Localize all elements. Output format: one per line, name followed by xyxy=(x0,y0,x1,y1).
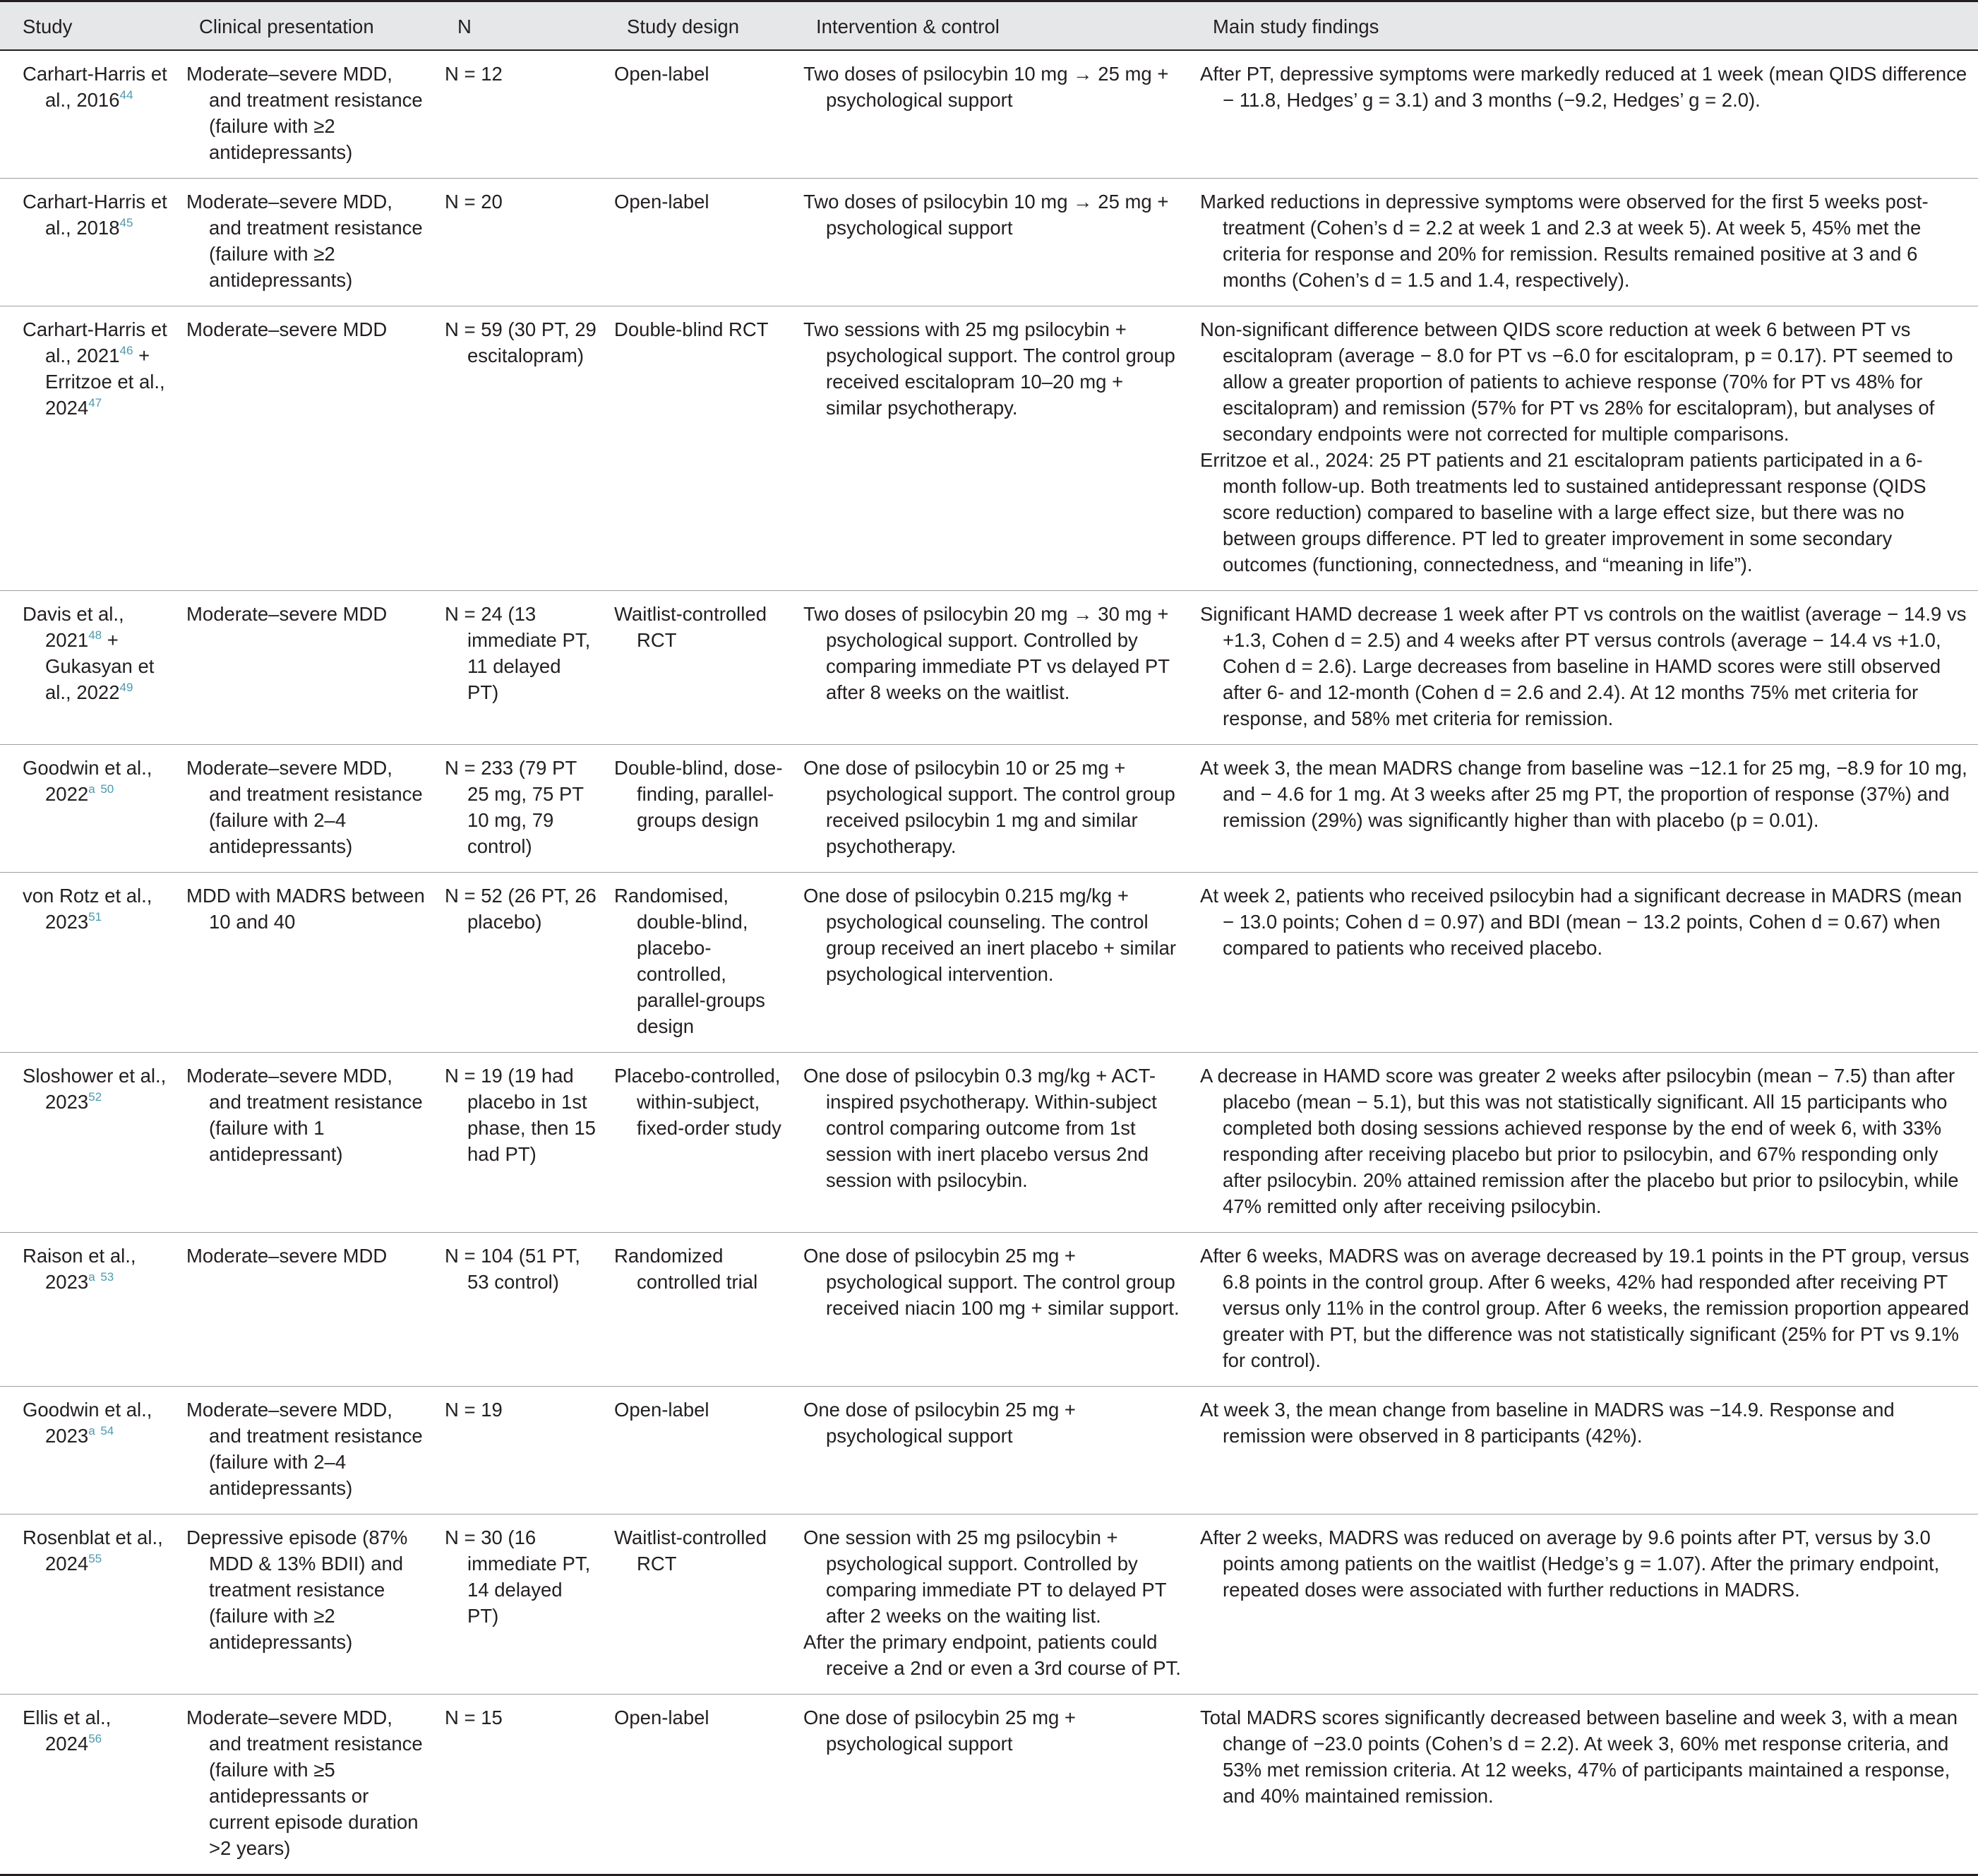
study-citation xyxy=(23,883,169,935)
findings-paragraph: Non-significant difference between QIDS score reduction at week 6 between PT vs escitalopram (average − 8.0 for PT vs −6.0 for escitalopram, p = 0.17). PT seemed to allow a greater proportion of patients to achieve response (70% for PT vs 48% for escitalopram) and remission (57% for PT vs 28% for escitalopram), but analyses of secondary endpoints were not corrected for multiple comparisons. xyxy=(1200,318,1953,445)
study-citation xyxy=(23,316,169,421)
reference-number: 45 xyxy=(119,215,133,229)
sample-size-cell xyxy=(435,1694,604,1875)
intervention-cell xyxy=(793,1514,1190,1694)
sample-size-text: N = 59 (30 PT, 29 escitalopram) xyxy=(445,318,597,366)
study-citation xyxy=(23,601,169,705)
reference-number: 54 xyxy=(100,1423,114,1438)
findings-paragraph: After 6 weeks, MADRS was on average decreased by 19.1 points in the PT group, versus 6.8 points in the control group. After 6 weeks, 42% had responded after receiving PT versus only 11% in the control group. After 6 weeks, the remission proportion appeared greater with PT, but the difference was not statistically significant (25% for PT vs 9.1% for control). xyxy=(1200,1244,1970,1371)
study-design-cell xyxy=(604,178,793,306)
findings-paragraph: After 2 weeks, MADRS was reduced on average by 9.6 points after PT, versus by 3.0 points among patients on the waitlist (Hedge’s g = 1.07). After the primary endpoint, repeated doses were associated with further reductions in MADRS. xyxy=(1200,1526,1940,1601)
sample-size-text: N = 19 (19 had placebo in 1st phase, then 15 had PT) xyxy=(445,1064,596,1165)
table-row xyxy=(0,590,1978,744)
study-design-text: Waitlist-controlled RCT xyxy=(614,602,767,651)
study-cell xyxy=(0,590,176,744)
column-header-n: N xyxy=(435,1,604,50)
intervention-paragraph: Two sessions with 25 mg psilocybin + psychological support. The control group received escitalopram 10–20 mg + similar psychotherapy. xyxy=(803,318,1175,419)
intervention-cell xyxy=(793,1052,1190,1232)
study-design-cell xyxy=(604,1694,793,1875)
sample-size-cell xyxy=(435,1514,604,1694)
clinical-presentation-text: Depressive episode (87% MDD & 13% BDII) and treatment resistance (failure with ≥2 antidepressants) xyxy=(186,1526,408,1653)
study-name: Goodwin et al., 2023 xyxy=(23,1398,152,1447)
intervention-cell xyxy=(793,744,1190,872)
study-name: Carhart-Harris et al., 2018 xyxy=(23,190,167,239)
sample-size-cell xyxy=(435,178,604,306)
clinical-presentation-cell xyxy=(176,1232,435,1386)
intervention-cell xyxy=(793,1386,1190,1514)
findings-paragraph: A decrease in HAMD score was greater 2 weeks after psilocybin (mean − 7.5) than after placebo (mean − 5.1), but this was not statistically significant. All 15 participants who completed both dosing sessions achieved response by the end of week 6, with 33% responding after receiving placebo but prior to psilocybin, and 67% responding only after psilocybin. 20% attained remission after the placebo but prior to psilocybin, while 47% remitted only after receiving psilocybin. xyxy=(1200,1064,1959,1217)
column-header-study-design: Study design xyxy=(604,1,793,50)
clinical-presentation-text: Moderate–severe MDD, and treatment resistance (failure with ≥2 antidepressants) xyxy=(186,62,423,163)
sample-size-text: N = 104 (51 PT, 53 control) xyxy=(445,1244,580,1293)
column-header-study: Study xyxy=(0,1,176,50)
sample-size-cell xyxy=(435,1386,604,1514)
findings-cell xyxy=(1190,1052,1978,1232)
study-design-text: Waitlist-controlled RCT xyxy=(614,1526,767,1575)
intervention-paragraph: Two doses of psilocybin 10 mg → 25 mg + psychological support xyxy=(803,62,1169,111)
sample-size-cell xyxy=(435,1052,604,1232)
intervention-paragraph: One dose of psilocybin 0.3 mg/kg + ACT-inspired psychotherapy. Within-subject control comparing outcome from 1st session with inert placebo versus 2nd session with psilocybin. xyxy=(803,1064,1157,1191)
findings-paragraph: Erritzoe et al., 2024: 25 PT patients and 21 escitalopram patients participated in a 6-month follow-up. Both treatments led to sustained antidepressant response (QIDS score reduction) compared to baseline with a large effect size, but there was no between groups difference. PT led to greater improvement in some secondary outcomes (functioning, connectedness, and “meaning in life”). xyxy=(1200,448,1926,575)
study-cell xyxy=(0,1514,176,1694)
findings-cell xyxy=(1190,1386,1978,1514)
study-citation xyxy=(23,1243,169,1295)
header-row xyxy=(0,1,1978,50)
study-name-secondary: + Gukasyan et al., 2022 xyxy=(45,628,155,703)
study-name: Raison et al., 2023 xyxy=(23,1244,136,1293)
study-design-text: Double-blind, dose-finding, parallel-groups design xyxy=(614,756,783,831)
clinical-presentation-cell xyxy=(176,1386,435,1514)
table-row xyxy=(0,744,1978,872)
intervention-cell xyxy=(793,1694,1190,1875)
study-design-text: Double-blind RCT xyxy=(614,318,769,340)
study-cell xyxy=(0,1052,176,1232)
clinical-presentation-cell xyxy=(176,1694,435,1875)
table-row xyxy=(0,50,1978,179)
clinical-presentation-text: Moderate–severe MDD, and treatment resistance (failure with 1 antidepressant) xyxy=(186,1064,423,1165)
clinical-presentation-text: Moderate–severe MDD, and treatment resistance (failure with 2–4 antidepressants) xyxy=(186,756,423,857)
clinical-presentation-cell xyxy=(176,590,435,744)
reference-number: 52 xyxy=(88,1089,102,1104)
sample-size-text: N = 24 (13 immediate PT, 11 delayed PT) xyxy=(445,602,591,703)
study-cell xyxy=(0,1232,176,1386)
reference-number: 44 xyxy=(119,88,133,102)
clinical-presentation-cell xyxy=(176,744,435,872)
findings-cell xyxy=(1190,590,1978,744)
study-design-cell xyxy=(604,744,793,872)
clinical-presentation-text: Moderate–severe MDD, and treatment resistance (failure with 2–4 antidepressants) xyxy=(186,1398,423,1499)
column-header-clinical-presentation: Clinical presentation xyxy=(176,1,435,50)
clinical-presentation-text: Moderate–severe MDD xyxy=(186,1244,388,1267)
table-row xyxy=(0,1694,1978,1875)
table-row xyxy=(0,872,1978,1052)
reference-number: 46 xyxy=(119,343,133,357)
study-cell xyxy=(0,872,176,1052)
reference-number: 50 xyxy=(100,782,114,796)
findings-paragraph: At week 3, the mean change from baseline in MADRS was −14.9. Response and remission were observed in 8 participants (42%). xyxy=(1200,1398,1895,1447)
reference-number: 51 xyxy=(88,909,102,924)
study-name: Rosenblat et al., 2024 xyxy=(23,1526,163,1575)
study-design-cell xyxy=(604,590,793,744)
sample-size-cell xyxy=(435,50,604,179)
table-note-marker: a xyxy=(88,782,95,796)
study-name: Ellis et al., 2024 xyxy=(23,1706,112,1755)
study-name: Carhart-Harris et al., 2021 xyxy=(23,318,167,366)
intervention-cell xyxy=(793,50,1190,179)
study-citation xyxy=(23,755,169,807)
clinical-presentation-cell xyxy=(176,1052,435,1232)
intervention-cell xyxy=(793,590,1190,744)
clinical-presentation-cell xyxy=(176,872,435,1052)
table-row xyxy=(0,1514,1978,1694)
sample-size-text: N = 20 xyxy=(445,190,503,213)
study-cell xyxy=(0,1386,176,1514)
table-note-marker: a xyxy=(88,1269,95,1284)
study-cell xyxy=(0,1694,176,1875)
findings-cell xyxy=(1190,306,1978,590)
intervention-paragraph: One dose of psilocybin 25 mg + psychological support xyxy=(803,1398,1076,1447)
table-row xyxy=(0,306,1978,590)
reference-number-secondary: 47 xyxy=(88,395,102,410)
study-name: Goodwin et al., 2022 xyxy=(23,756,152,805)
study-cell xyxy=(0,50,176,179)
findings-cell xyxy=(1190,50,1978,179)
table-body xyxy=(0,50,1978,1875)
table-row xyxy=(0,1052,1978,1232)
study-citation xyxy=(23,1397,169,1449)
sample-size-cell xyxy=(435,590,604,744)
study-design-text: Randomized controlled trial xyxy=(614,1244,758,1293)
study-name: Sloshower et al., 2023 xyxy=(23,1064,167,1113)
sample-size-text: N = 30 (16 immediate PT, 14 delayed PT) xyxy=(445,1526,591,1627)
study-design-text: Open-label xyxy=(614,62,709,85)
intervention-cell xyxy=(793,1232,1190,1386)
study-name: Carhart-Harris et al., 2016 xyxy=(23,62,167,111)
sample-size-text: N = 15 xyxy=(445,1706,503,1728)
intervention-paragraph: Two doses of psilocybin 20 mg → 30 mg + psychological support. Controlled by comparing immediate PT vs delayed PT after 8 weeks on the waitlist. xyxy=(803,602,1170,703)
table-row xyxy=(0,1386,1978,1514)
study-design-text: Open-label xyxy=(614,1706,709,1728)
study-citation xyxy=(23,1524,169,1577)
study-design-text: Randomised, double-blind, placebo-controlled, parallel-groups design xyxy=(614,884,765,1037)
sample-size-text: N = 12 xyxy=(445,62,503,85)
column-header-findings: Main study findings xyxy=(1190,1,1978,50)
findings-paragraph: After PT, depressive symptoms were markedly reduced at 1 week (mean QIDS difference − 11.8, Hedges’ g = 3.1) and 3 months (−9.2, Hedges’ g = 2.0). xyxy=(1200,62,1967,111)
findings-cell xyxy=(1190,1694,1978,1875)
findings-cell xyxy=(1190,1514,1978,1694)
findings-paragraph: At week 3, the mean MADRS change from baseline was −12.1 for 25 mg, −8.9 for 10 mg, and − 4.6 for 1 mg. At 3 weeks after 25 mg PT, the proportion of response (37%) and remission (29%) was significantly higher than with placebo (p = 0.01). xyxy=(1200,756,1967,831)
findings-cell xyxy=(1190,178,1978,306)
clinical-presentation-cell xyxy=(176,306,435,590)
clinical-presentation-cell xyxy=(176,50,435,179)
intervention-paragraph: One dose of psilocybin 0.215 mg/kg + psychological counseling. The control group received an inert placebo + similar psychological intervention. xyxy=(803,884,1177,985)
column-header-intervention: Intervention & control xyxy=(793,1,1190,50)
intervention-paragraph: One dose of psilocybin 10 or 25 mg + psychological support. The control group received psilocybin 1 mg and similar psychotherapy. xyxy=(803,756,1175,857)
table-row xyxy=(0,1232,1978,1386)
intervention-cell xyxy=(793,306,1190,590)
study-design-cell xyxy=(604,306,793,590)
sample-size-cell xyxy=(435,744,604,872)
intervention-paragraph: One session with 25 mg psilocybin + psychological support. Controlled by comparing immediate PT to delayed PT after 2 weeks on the waiting list. xyxy=(803,1526,1167,1627)
study-design-text: Open-label xyxy=(614,1398,709,1421)
clinical-presentation-text: Moderate–severe MDD, and treatment resistance (failure with ≥5 antidepressants or current episode duration >2 years) xyxy=(186,1706,423,1859)
clinical-presentation-cell xyxy=(176,1514,435,1694)
table-row xyxy=(0,178,1978,306)
findings-paragraph: Total MADRS scores significantly decreased between baseline and week 3, with a mean change of −23.0 points (Cohen’s d = 2.2). At week 3, 60% met response criteria, and 53% met remission criteria. At 12 weeks, 47% of participants maintained a response, and 40% maintained remission. xyxy=(1200,1706,1958,1807)
intervention-cell xyxy=(793,178,1190,306)
reference-number: 55 xyxy=(88,1551,102,1565)
reference-number-secondary: 49 xyxy=(119,680,133,694)
intervention-paragraph: One dose of psilocybin 25 mg + psychological support. The control group received niacin 100 mg + similar support. xyxy=(803,1244,1180,1319)
findings-paragraph: At week 2, patients who received psilocybin had a significant decrease in MADRS (mean − 13.0 points; Cohen d = 0.97) and BDI (mean − 13.2 points, Cohen d = 0.67) when compared to patients who received placebo. xyxy=(1200,884,1962,959)
findings-cell xyxy=(1190,872,1978,1052)
intervention-paragraph: After the primary endpoint, patients could receive a 2nd or even a 3rd course of PT. xyxy=(803,1630,1181,1679)
intervention-paragraph: Two doses of psilocybin 10 mg → 25 mg + psychological support xyxy=(803,190,1169,239)
clinical-presentation-text: MDD with MADRS between 10 and 40 xyxy=(186,884,425,933)
study-cell xyxy=(0,744,176,872)
findings-paragraph: Significant HAMD decrease 1 week after PT vs controls on the waitlist (average − 14.9 vs +1.3, Cohen d = 2.5) and 4 weeks after PT versus controls (average − 14.4 vs +1.0, Cohen d = 2.6). Large decreases from baseline in HAMD scores were still observed after 6- and 12-month (Cohen d = 2.6 and 2.4). At 12 months 75% met criteria for response, and 58% met criteria for remission. xyxy=(1200,602,1967,729)
reference-number: 56 xyxy=(88,1731,102,1745)
sample-size-cell xyxy=(435,306,604,590)
study-design-cell xyxy=(604,1514,793,1694)
study-name-secondary: + Erritzoe et al., 2024 xyxy=(45,344,165,419)
study-design-cell xyxy=(604,872,793,1052)
clinical-presentation-text: Moderate–severe MDD xyxy=(186,318,388,340)
study-name: von Rotz et al., 2023 xyxy=(23,884,152,933)
sample-size-text: N = 233 (79 PT 25 mg, 75 PT 10 mg, 79 control) xyxy=(445,756,584,857)
reference-number: 48 xyxy=(88,628,102,642)
study-design-cell xyxy=(604,1052,793,1232)
findings-cell xyxy=(1190,1232,1978,1386)
study-citation xyxy=(23,61,169,113)
study-cell xyxy=(0,178,176,306)
intervention-paragraph: One dose of psilocybin 25 mg + psychological support xyxy=(803,1706,1076,1755)
study-citation xyxy=(23,189,169,241)
clinical-presentation-cell xyxy=(176,178,435,306)
findings-cell xyxy=(1190,744,1978,872)
study-design-cell xyxy=(604,50,793,179)
study-design-cell xyxy=(604,1232,793,1386)
sample-size-cell xyxy=(435,1232,604,1386)
study-name: Davis et al., 2021 xyxy=(23,602,124,651)
study-design-text: Placebo-controlled, within-subject, fixed-order study xyxy=(614,1064,781,1139)
sample-size-text: N = 19 xyxy=(445,1398,503,1421)
clinical-presentation-text: Moderate–severe MDD xyxy=(186,602,388,625)
study-citation xyxy=(23,1063,169,1115)
sample-size-cell xyxy=(435,872,604,1052)
study-design-text: Open-label xyxy=(614,190,709,213)
sample-size-text: N = 52 (26 PT, 26 placebo) xyxy=(445,884,597,933)
table-note-marker: a xyxy=(88,1423,95,1438)
reference-number: 53 xyxy=(100,1269,114,1284)
clinical-presentation-text: Moderate–severe MDD, and treatment resistance (failure with ≥2 antidepressants) xyxy=(186,190,423,291)
intervention-cell xyxy=(793,872,1190,1052)
study-design-cell xyxy=(604,1386,793,1514)
study-citation xyxy=(23,1704,169,1757)
findings-paragraph: Marked reductions in depressive symptoms were observed for the first 5 weeks post-treatment (Cohen’s d = 2.2 at week 1 and 2.3 at week 5). At week 5, 45% met the criteria for response and 20% for remission. Results remained positive at 3 and 6 months (Cohen’s d = 1.5 and 1.4, respectively). xyxy=(1200,190,1929,291)
study-cell xyxy=(0,306,176,590)
